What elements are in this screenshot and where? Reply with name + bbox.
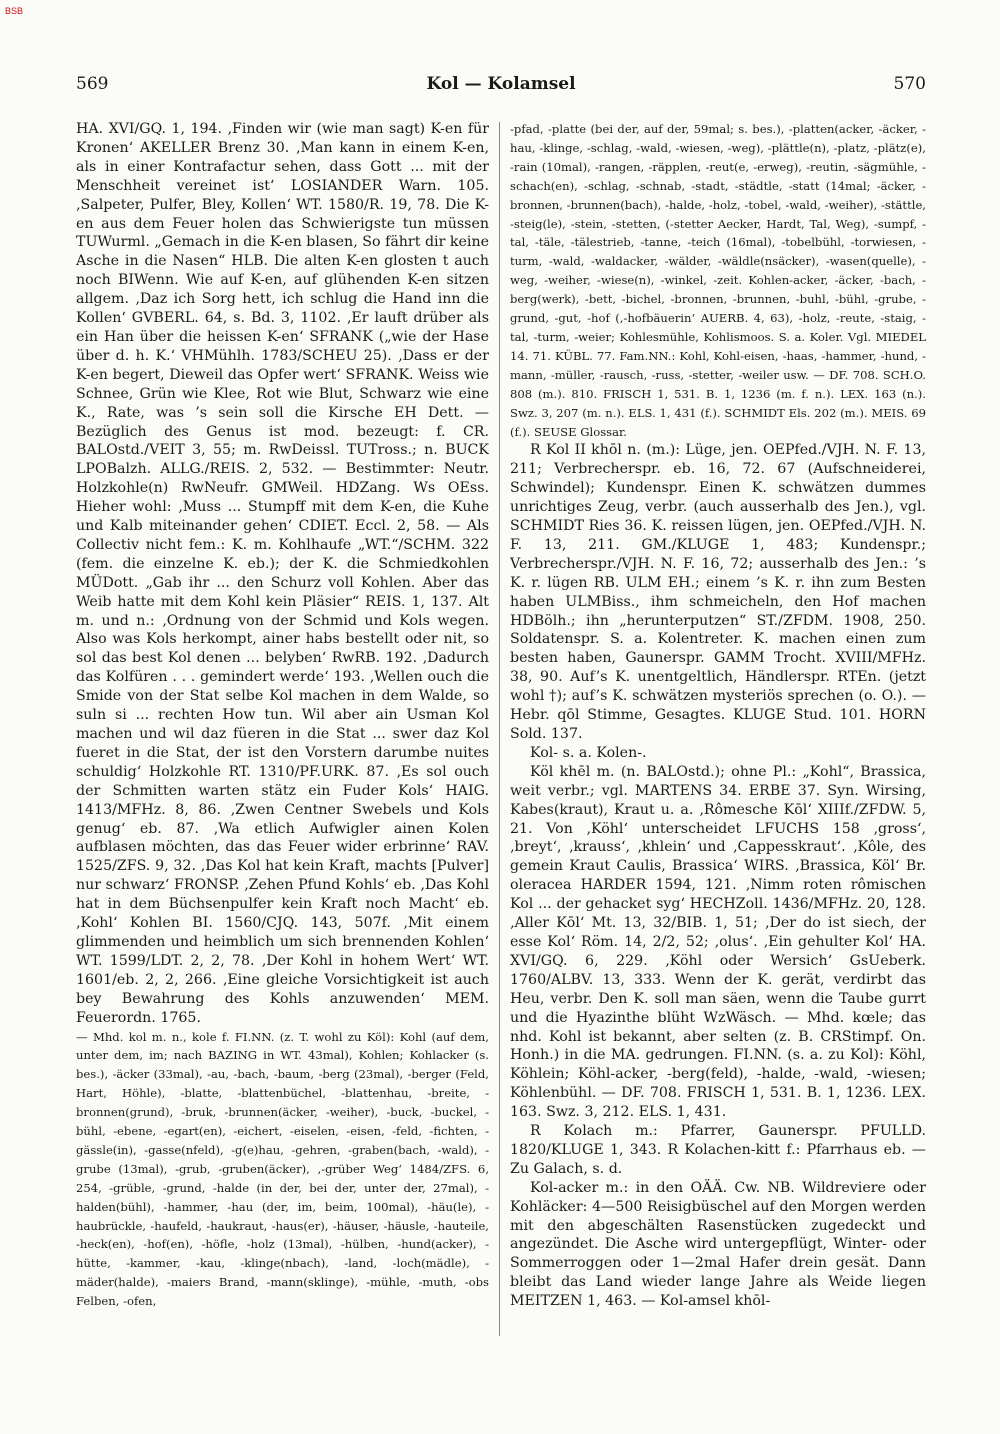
etymology-placenames: — Mhd. kol m. n., kole f. FI.NN. (z. T. wohl zu Köl): Kohl (auf dem, unter dem, im; nach BAZING in WT. 43mal), Kohlen; Kohlacker (s. bes.), -äcker (33mal), -au, -bach, -baum, -berg (23mal), -berger (Feld, Hart, Höhle), -blatte, -blattenbüchel, -blattenhau, -breite, -bronnen(grund), -bruk, -brunnen(äcker, -weiher), -buck, -buckel, -bühl, -ebene, -egart(en), -eichert, -eiselen, -eisen, -feld, -fichten, -gässle(in), -gasse(nfeld), -g(e)hau, -gehren, -graben(bach, -wald), -grube (13mal), -grub, -gruben(äcker), ‚-grüber Weg‘ 1484/ZFS. 6, 254, -grüble, -grund, -halde (in der, bei der, unter der, 27mal), -halden(bühl), -hammer, -hau (der, im, beim, 100mal), -häu(le), -haubrückle, -haufeld, -haukraut, -haus(er), -häuser, -häusle, -hauteile, -heck(en), -hof(en), -höfle, -holz (13mal), -hülben, -hund(acker), -hütte, -kammer, -kau, -klinge(nbach), -land, -loch(mädle), -mäder(halde), -maiers Brand, -mann(sklinge), -mühle, -muth, -obs Felben, -ofen, xyxy=(76,1029,489,1309)
entry-kol-ii: R Kol II khōl n. (m.): Lüge, jen. OEPfed./VJH. N. F. 13, 211; Verbrecherspr. eb. 16, 72. 67 (Aufschneiderei, Schwindel); Kundenspr. Einen K. schwätzen dummes unrichtiges Zeug, verbr. (auch ausserhalb des Jen.), vgl. SCHMIDT Ries 36. K. reissen lügen, jen. OEPfed./VJH. N. F. 13, 211. GM./KLUGE 1, 483; Kundenspr.; Verbrecherspr./VJH. N. F. 16, 72; ausserhalb des Jen.: ’s K. r. lügen RB. ULM EH.; einem ’s K. r. ihn zum Besten haben ULMBiss., ihm schmeicheln, den Hof machen HDBölh.; ihn „herunterputzen“ ST./ZFDM. 1908, 250. Soldatenspr. S. a. Kolentreter. K. machen einen zum besten haben, Gaunerspr. GAMM Trocht. XVIII/MFHz. 38, 90. Auf’s K. unentgeltlich, Händlerspr. RTEn. (jetzt wohl †); auf’s K. schwätzen mysteriös sprechen (o. O.). — Hebr. qōl Stimme, Gesagtes. KLUGE Stud. 101. HORN Sold. 137. xyxy=(510,442,926,742)
entry-kol-acker: Kol-acker m.: in den OÄÄ. Cw. NB. Wildreviere oder Kohläcker: 4—500 Reisigbüschel auf den Morgen werden mit den abgeschälten Rasenstücken zugedeckt und angezündet. Die Asche wird untergepflügt, Winter- oder Sommerroggen oder 1—2mal Hafer drein gesät. Dann bleibt das Land wieder lange Jahre als Weide liegen MEITZEN 1, 463. — Kol-amsel khōl- xyxy=(510,1179,926,1310)
running-title: Kol — Kolamsel xyxy=(426,74,576,94)
entry-kol-crossref: Kol- s. a. Kolen-. xyxy=(530,744,647,761)
left-column xyxy=(76,120,489,1342)
page-number-right: 570 xyxy=(893,74,926,94)
column-divider xyxy=(499,122,500,1336)
page-number-left: 569 xyxy=(76,74,109,94)
library-stamp: BSB xyxy=(5,6,24,16)
entry-koel: Köl khēl m. (n. BALOstd.); ohne Pl.: „Kohl“, Brassica, weit verbr.; vgl. MARTENS 34. ERBE 37. Syn. Wirsing, Kabes(kraut), Kraut u. a. ‚Rômesche Kōl‘ XIIIf./ZFDW. 5, 21. Von ‚Köhl‘ unterscheidet LFUCHS 158 ‚gross‘, ‚breyt‘, ‚krauss‘, ‚khlein‘ und ‚Cappesskraut‘. ‚Kôle, des gemein Kraut Caulis, Brassica‘ WIRS. ‚Brassica, Köl‘ Br. oleracea HARDER 1594, 121. ‚Nimm roten rômischen Kol ... der gehacket syg‘ HECHZoll. 1436/MFHz. 20, 128. ‚Aller Kōl‘ Mt. 13, 32/BIB. 1, 51; ‚Der do ist siech, der esse Kol‘ Röm. 14, 2/2, 52; ‚olus‘. ‚Ein gehulter Kol‘ HA. XVI/GQ. 6, 229. ‚Köhl oder Wersich‘ GsUeberk. 1760/ALBV. 13, 333. Wenn der K. gerät, verdirbt das Heu, verbr. Den K. soll man säen, wenn die Taube gurrt und die Hyazinthe blüht WzWäsch. — Mhd. kœle; das nhd. Kohl ist bekannt, aber selten (z. B. CRStimpf. On. Honh.) in die MA. gedrungen. FI.NN. (s. a. zu Kol): Köhl, Köhlein; Köhl-acker, -berg(feld), -halde, -wald, -wiesen; Köhlenbühl. — DF. 708. FRISCH 1, 531. B. 1, 1236. LEX. 163. Swz. 3, 212. ELS. 1, 431. xyxy=(510,763,926,1121)
placenames-continuation: -pfad, -platte (bei der, auf der, 59mal; s. bes.), -platten(acker, -äcker, -hau, -klinge, -schlag, -wald, -wiesen, -weg), -plättle(n), -platz, -plätz(e), -rain (10mal), -rangen, -räpplen, -reut(e, -erweg), -reutin, -sägmühle, -schach(en), -schlag, -schnab, -stadt, -städtle, -statt (14mal; -äcker, -bronnen, -brunnen(bach), -halde, -holz, -tobel, -wald, -weiher), -stättle, -steig(le), -stein, -stetten, (-stetter Aecker, Hardt, Tal, Weg), -sumpf, -tal, -täle, -tälestrieb, -tanne, -teich (16mal), -tobelbühl, -torwiesen, -turm, -wald, -waldacker, -wälder, -wäldle(nsäcker), -wasen(quelle), -weg, -weiher, -wiese(n), -winkel, -zeit. Kohlen-acker, -äcker, -bach, -berg(werk), -bett, -bichel, -bronnen, -brunnen, -buhl, -bühl, -grube, -grund, -gut, -hof (‚-hofbäuerin‘ AUERB. 4, 63), -holz, -reute, -staig, -tal, -turm, -weier; Kohlesmühle, Kohlismoos. S. a. Koler. Vgl. MIEDEL 14. 71. KÜBL. 77. Fam.NN.: Kohl, Kohl-eisen, -haas, -hammer, -hund, -mann, -müller, -rausch, -russ, -stetter, -weiler usw. — DF. 708. SCH.O. 808 (m.). 810. FRISCH 1, 531. B. 1, 1236 (m. f. n.). LEX. 163 (n.). Swz. 3, 207 (m. n.). ELS. 1, 431 (f.). SCHMIDT Els. 202 (m.). MEIS. 69 (f.). SEUSE Glossar. xyxy=(510,122,926,439)
entry-kolach: R Kolach m.: Pfarrer, Gaunerspr. PFULLD. 1820/KLUGE 1, 343. R Kolachen-kitt f.: Pfarrhaus eb. — Zu Galach, s. d. xyxy=(510,1123,926,1177)
entry-kol-continuation: HA. XVI/GQ. 1, 194. ‚Finden wir (wie man sagt) K-en für Kronen‘ AKELLER Brenz 30. ‚Man kann in einem K-en, als in einer Kontrafactur sehen, dass Gott ... mit der Menschheit vereinet ist‘ LOSIANDER Warn. 105. ‚Salpeter, Pulfer, Bley, Kollen‘ WT. 1580/R. 19, 78. Die K-en aus dem Feuer holen das Schwierigste tun müssen TUWurml. „Gemach in die K-en blasen, So fährt dir keine Asche in die Nasen“ HLB. Die alten K-en glosten t auch noch BIWenn. Wie auf K-en, auf glühenden K-en sitzen allgem. ‚Daz ich Sorg hett, ich schlug die Hand inn die Kollen‘ GVBERL. 64, s. Bd. 3, 1102. ‚Er lauft drüber als ein Han über die heissen K-en‘ SFRANK („wie der Hase über d. h. K.‘ VHMühlh. 1783/SCHEU 25). ‚Dass er der K-en begert, Dieweil das Opfer wert‘ SFRANK. Weiss wie Schnee, Grün wie Klee, Rot wie Blut, Schwarz wie eine K., Rate, was ’s sein soll die Kirsche EH Dett. — Bezüglich des Genus ist mod. bezeugt: f. CR. BALOstd./VEIT 3, 55; m. RwDeissl. TUTross.; n. BUCK LPOBalzh. ALLG./REIS. 2, 532. — Bestimmter: Neutr. Holzkohle(n) RwNeufr. GMWeil. HDZang. Ws OEss. Hieher wohl: ‚Muss ... Stumpff mit dem K-en, die Kuhe und Kalb miteinander gehen‘ CDIET. Eccl. 2, 58. — Als Collectiv nicht fem.: K. m. Kohlhaufe „WT.“/SCHM. 322 (fem. die einzelne K. eb.); der K. die Schmiedkohlen MÜDott. „Gab ihr ... den Schurz voll Kohlen. Aber das Weib hatte mit dem Kohl kein Pläsier“ REIS. 1, 137. Alt m. und n.: ‚Ordnung von der Schmid und Kols wegen. Also was Kols herkompt, ainer habs bestellt oder nit, so sol das best Kol denen ... belyben‘ RwRB. 192. ‚Dadurch das Kolfüren . . . gemindert werde‘ 193. ‚Wellen ouch die Smide von der Stat selbe Kol machen in dem Walde, so suln si ... rechten How tun. Wil aber ain Usman Kol machen und wil daz füeren in die Stat ... swer daz Kol fueret in die Stat, der ist den Vorstern darumbe nuites schuldig‘ Holzkohle RT. 1310/PF.URK. 87. ‚Es sol ouch der Schmitten warten stätz ein Fuder Kols‘ HAIG. 1413/MFHz. 8, 86. ‚Zwen Centner Swebels und Kols genug‘ eb. 87. ‚Wa etlich Aufwigler ainen Kolen aufblasen möchten, das das Feuer wider erbrinne‘ RAV. 1525/ZFS. 9, 32. ‚Das Kol hat kein Kraft, machts [Pulver] nur schwarz‘ FRONSP. ‚Zehen Pfund Kohls‘ eb. ‚Das Kohl hat in dem Büchsenpulfer kein Kraft noch Macht‘ eb. ‚Kohl‘ Kohlen BI. 1560/CJQ. 143, 507f. ‚Mit einem glimmenden und heimblich um sich brennenden Kohlen‘ WT. 1599/LDT. 2, 2, 78. ‚Der Kohl in hohem Wert‘ WT. 1601/eb. 2, 2, 266. ‚Eine gleiche Vorsichtigkeit ist auch bey Bewahrung des Kohls anzuwenden‘ MEM. Feuerordn. 1765. xyxy=(76,121,489,1026)
right-column xyxy=(510,120,926,1342)
page-header xyxy=(76,74,926,98)
